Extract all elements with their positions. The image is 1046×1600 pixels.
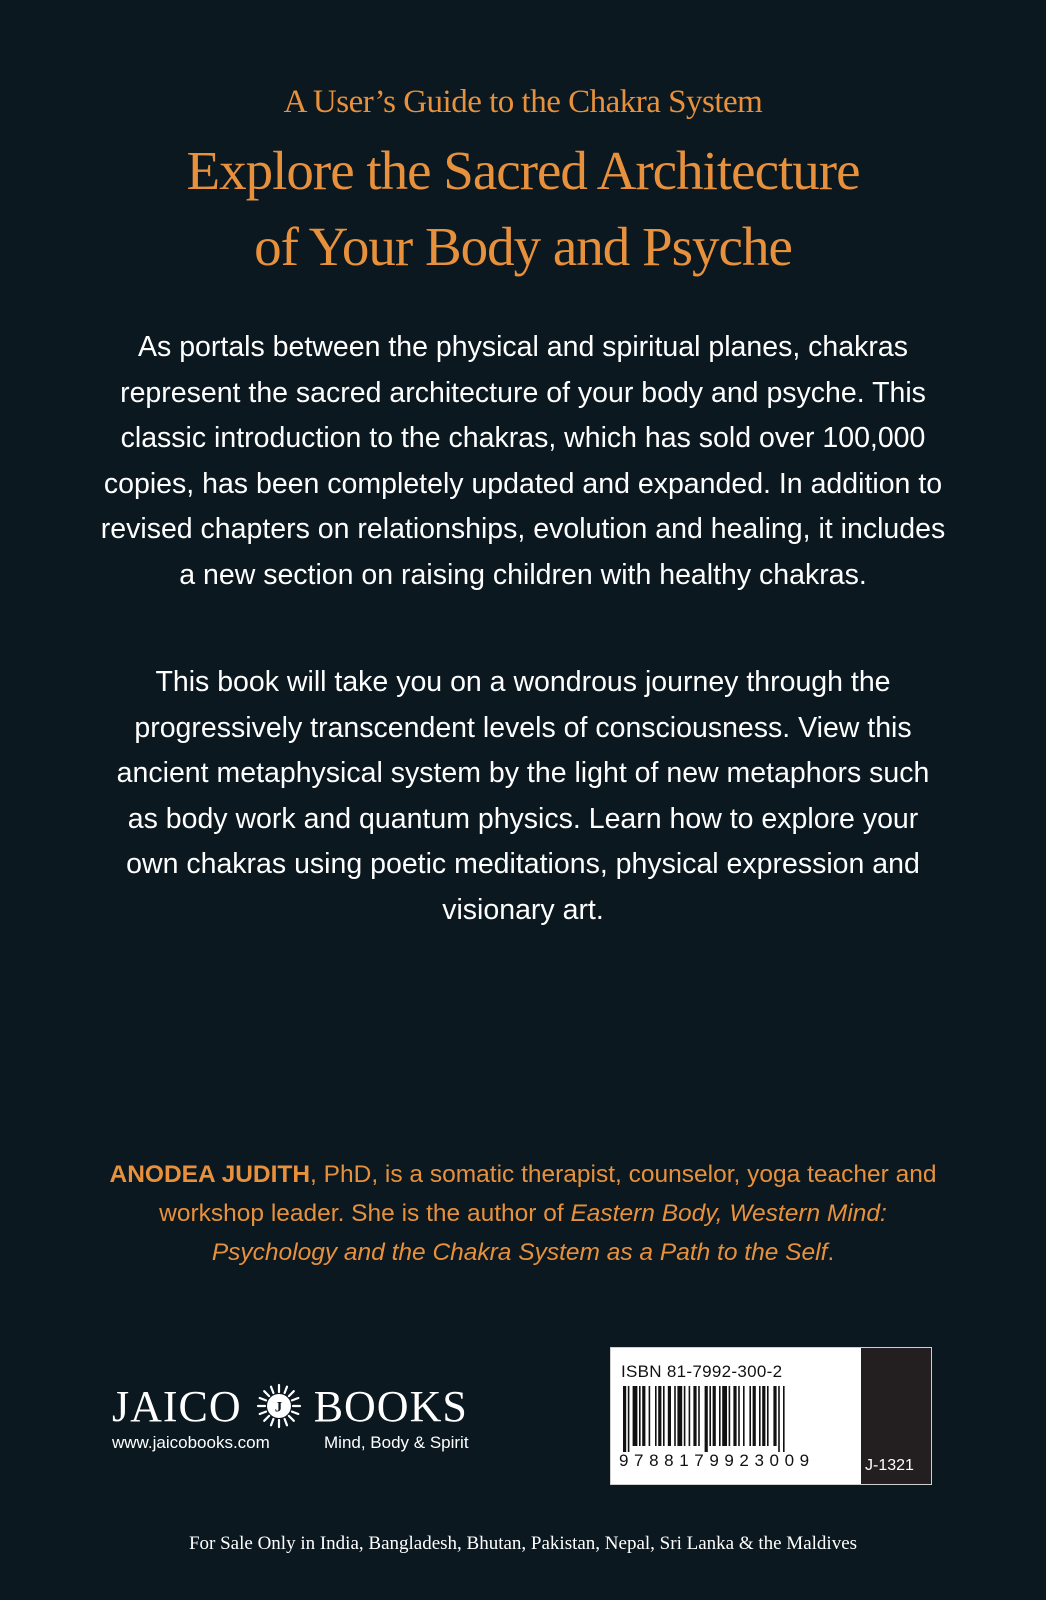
- barcode-bar: [722, 1386, 727, 1446]
- author-bio: [95, 1155, 951, 1272]
- barcode-bar: [668, 1386, 671, 1446]
- book-category: Mind, Body & Spirit: [324, 1433, 469, 1452]
- barcode-bar: [623, 1386, 626, 1452]
- description-paragraph-2: This book will take you on a wondrous journey through the progressively transcendent levels of consciousness. View this ancient metaphysical system by the light of new metaphors such as body work and quantum physics. Learn how to explore your own chakras using poetic meditations, physical expression and visionary art.: [116, 666, 930, 926]
- logo-letter: J: [274, 1399, 283, 1416]
- author-bio-text: , PhD, is a somatic therapist, counselor, yoga teacher and workshop leader. She is the author of: [159, 1161, 937, 1227]
- barcode-bar: [762, 1386, 765, 1446]
- barcode-bar: [633, 1386, 638, 1446]
- barcode-bar: [684, 1386, 686, 1446]
- barcode-bar: [639, 1386, 641, 1446]
- barcode-box: [610, 1347, 932, 1485]
- author-bio-end: .: [827, 1239, 835, 1266]
- barcode-bar: [709, 1386, 711, 1446]
- barcode-bar: [655, 1386, 657, 1446]
- barcode-bar: [743, 1386, 745, 1446]
- barcode-bar: [783, 1386, 785, 1452]
- barcode-bar: [693, 1386, 696, 1446]
- author-book-title: Eastern Body, Western Mind: Psychology and the Chakra System as a Path to the Self: [211, 1200, 887, 1266]
- author-name: ANODEA JUDITH: [109, 1161, 311, 1188]
- barcode-bar: [738, 1386, 740, 1446]
- headline-line-2: of Your Body and Psyche: [254, 216, 792, 277]
- barcode-bar: [677, 1386, 682, 1446]
- barcode-bar: [753, 1386, 756, 1446]
- barcode-bar: [773, 1386, 776, 1446]
- barcode-bar: [658, 1386, 661, 1446]
- publisher-website[interactable]: www.jaicobooks.com: [112, 1433, 270, 1452]
- kicker-title: A User’s Guide to the Chakra System: [283, 84, 763, 120]
- barcode-bar: [778, 1386, 780, 1452]
- sun-emblem-icon: [256, 1383, 302, 1429]
- barcode-bar: [729, 1386, 731, 1446]
- barcode-bar: [759, 1386, 761, 1446]
- barcode-bar: [663, 1386, 665, 1446]
- publisher-name-left: JAICO: [112, 1381, 242, 1431]
- isbn-label: ISBN 81-7992-300-2: [621, 1362, 783, 1381]
- publisher-logo: [112, 1380, 468, 1432]
- barcode-bar: [628, 1386, 630, 1452]
- barcode-bar: [733, 1386, 736, 1446]
- barcode-digits: 9788179923009: [619, 1451, 815, 1470]
- barcode-bar: [713, 1386, 716, 1446]
- barcode-bar: [719, 1386, 721, 1446]
- barcode-bar: [705, 1386, 708, 1452]
- headline-line-1: Explore the Sacred Architecture: [186, 140, 860, 201]
- barcode-bar: [649, 1386, 651, 1446]
- barcode-bars: [623, 1386, 833, 1452]
- barcode-bar: [767, 1386, 769, 1446]
- publisher-name-right: BOOKS: [313, 1381, 468, 1431]
- barcode-bar: [674, 1386, 676, 1446]
- barcode-bar: [749, 1386, 751, 1446]
- headline: [0, 133, 1046, 285]
- product-code: J-1321: [865, 1457, 914, 1474]
- sale-notice: For Sale Only in India, Bangladesh, Bhutan, Pakistan, Nepal, Sri Lanka & the Maldives: [188, 1533, 858, 1554]
- description-paragraph-1: As portals between the physical and spiritual planes, chakras represent the sacred architecture of your body and psyche. This classic introduction to the chakras, which has sold over 100,000 copies, has been completely updated and expanded. In addition to revised chapters on relationships, evolution and healing, it includes a new section on raising children with healthy chakras.: [100, 331, 946, 591]
- barcode-bar: [698, 1386, 700, 1446]
- barcode-bar: [642, 1386, 645, 1446]
- barcode-bar: [689, 1386, 691, 1446]
